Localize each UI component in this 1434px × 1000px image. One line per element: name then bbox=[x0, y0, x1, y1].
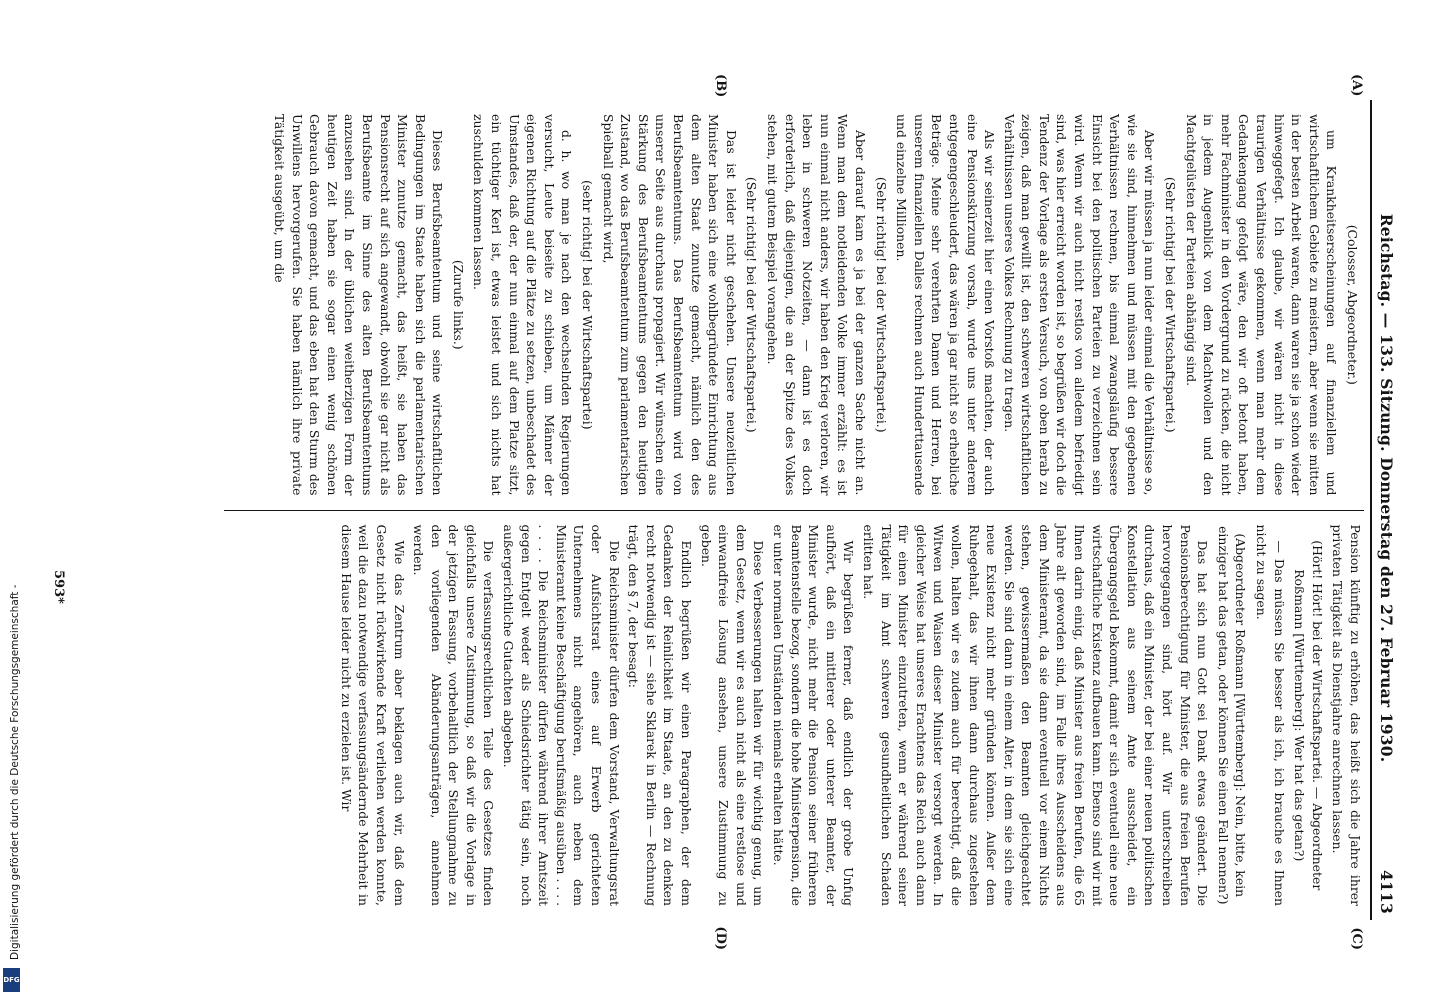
paragraph: (sehr richtig! bei der Wirtschaftspartei) bbox=[580, 179, 596, 430]
text-body bbox=[224, 74, 1364, 950]
paragraph: Pension künftig zu erhöhen, das heißt sich die Jahre ihrer privaten Tätigkeit als Dienstjahre anrechnen lassen. bbox=[1330, 524, 1363, 906]
margin-marker-d: (D) bbox=[713, 926, 728, 950]
paragraph: — Das müssen Sie besser als ich, ich brauche es Ihnen nicht zu sagen. bbox=[1254, 524, 1287, 906]
page-number: 4113 bbox=[1377, 870, 1396, 914]
paragraph: Wie das Zentrum aber beklagen auch wir, daß dem Gesetz nicht rückwirkende Kraft verliehen werden konnte, weil die dazu notwendige verfassungsändernde Mehrheit in diesem Hause leider nicht zu erzielen ist. Wir bbox=[338, 524, 407, 906]
paragraph: Wir begrüßen ferner, daß endlich der grobe Unfug aufhört, daß ein mittlerer oder unterer Beamter, der Minister wurde, nicht mehr die Pension seiner früheren Beamtenstelle bezog, sondern die hohe Ministerpension, die er unter normalen Umständen niemals erhalten hätte. bbox=[771, 524, 857, 906]
paragraph: Dieses Berufsbeamtentum und seine wirtschaftlichen Bedingungen im Staate haben sich die parlamentarischen Minister zunutze gemacht, das heißt, sie haben das Pensionsrecht auf sich angewandt, obwohl sie gar nicht als Berufsbeamte im Sinne des alten Berufsbeamtentums anzusehen sind. In der üblichen weitherzigen Form der heutigen Zeit haben sie sogar einen wenig schönen Gebrauch davon gemacht, und das eben hat den Sturm des Unwillens hervorgerufen. Sie haben nämlich ihre private Tätigkeit ausgeübt, um die bbox=[271, 114, 446, 496]
digitization-credit: Digitalisierung gefördert durch die Deutsche Forschungsgemeinschaft - bbox=[9, 584, 21, 960]
paragraph: um Krankheitserscheinungen auf finanziellem und wirtschaftlichem Gebiete zu meistern, aber wenn sie mitten in der besten Arbeit waren, dann waren sie ja schon wieder hinweggefegt. Ich glaube, wir wären nicht in diese traurigen Verhältnisse gekommen, wenn man mehr dem Gedankengang gefolgt wäre, den wir oft betont haben, mehr Fachminister in den Vordergrund zu rücken, die nicht in jedem Augenblick von dem Machtwollen und den Machtgelüsten der Parteien abhängig sind. bbox=[1183, 114, 1340, 496]
paragraph: Aber darauf kam es ja bei der ganzen Sache nicht an. Wenn man dem notleidenden Volke immer erzählt: es ist nun einmal nicht anders, wir haben den Krieg verloren, wir leben in schweren Notzeiten, — dann ist es doch erforderlich, daß diejenigen, die an der Spitze des Volkes stehen, mit gutem Beispiel vorangehen. bbox=[765, 114, 868, 496]
paragraph: (Zurufe links.) bbox=[450, 259, 466, 350]
paragraph: Die verfassungsrechtlichen Teile des Gesetzes finden gleichfalls unsere Zustimmung, so daß wir die Vorlage in der jetzigen Fassung, vorbehaltlich der Stellungnahme zu den vorliegenden Abänderungsanträgen, annehmen werden. bbox=[411, 524, 497, 906]
paragraph: Das hat sich nun Gott sei Dank etwas geändert. Die Pensionsberechtigung für Minister, die aus freien Berufen hervorgegangen sind, hört auf. Wir unterschreiben durchaus, daß ein Minister, der bei einer neuen politischen Konstellation aus seinem Amte ausscheidet, ein Übergangsgeld bekommt, damit er sich eventuell eine neue wirtschaftliche Existenz aufbauen kann. Ebenso sind wir mit Ihnen darin einig, daß Minister aus freien Berufen, die 65 Jahre alt geworden sind, im Falle ihres Ausscheidens aus dem Ministeramt, da sie dann eventuell vor einem Nichts stehen, gewissermaßen den Beamten gleichgeachtet werden. Sie sind dann in einem Alter, in dem sie sich eine neue Existenz nicht mehr gründen können. Außer dem Ruhegehalt, das wir ihnen dann durchaus zugestehen wollen, halten wir es zudem auch für berechtigt, daß die Witwen und Waisen dieser Minister versorgt werden. In gleicher Weise hat unseres Erachtens das Reich auch dann für einen Minister einzutreten, wenn er während seiner Tätigkeit im Amt schweren gesundheitlichen Schaden erlitten hat. bbox=[860, 524, 1211, 907]
margin-marker-a: (A) bbox=[1349, 74, 1364, 97]
paragraph: Als wir seinerzeit hier einen Vorstoß machten, der auch eine Pensionskürzung vorsah, wurde uns unter anderem entgegengeschleudert, das wären ja gar nicht so erhebliche Beträge. Meine sehr verehrten Damen und Herren, bei unserem finanziellen Dalles rechnen auch Hunderttausende und einzelne Millionen. bbox=[894, 114, 998, 496]
right-column bbox=[224, 511, 1364, 921]
paragraph: (Colosser, Abgeordneter.) bbox=[1345, 224, 1360, 385]
paragraph: d. h. wo man je nach den wechselnden Regierungen versucht, Leute beiseite zu schieben, um Männer der eigenen Richtung auf die Plätze zu setzen, unbeschadet des Umstandes, daß der, der nun einmal auf dem Platze sitzt, ein tüchtiger Kerl ist, etwas leistet und sich nichts hat zuschulden kommen lassen. bbox=[471, 114, 575, 496]
margin-marker-c: (C) bbox=[1349, 927, 1364, 950]
printer-signature: 593* bbox=[51, 570, 66, 604]
page-header bbox=[1370, 100, 1396, 920]
paragraph: Das ist leider nicht geschehen. Unsere neuzeitlichen Minister haben sich eine wohlbegründete Einrichtung aus dem alten Staat zunutze gemacht, nämlich den des Berufsbeamtentums. Das Berufsbeamtentum wird von unserer Seite aus durchaus propagiert. Wir wünschen eine Stärkung des Berufsbeamtentums gegen den heutigen Zustand, wo das Berufsbeamtentum zum parlamentarischen Spielball gemacht wird, bbox=[600, 114, 739, 496]
margin-marker-b: (B) bbox=[713, 74, 728, 98]
paragraph: Die Reichsminister dürfen dem Vorstand, Verwaltungsrat oder Aufsichtsrat eines auf Erwerb gerichteten Unternehmens nicht angehören, auch neben dem Ministeramt keine Beschäftigung berufsmäßig ausüben . . . . . . . . Die Reichsminister dürfen während ihrer Amtszeit gegen Entgelt weder als Schiedsrichter tätig sein, noch außergerichtliche Gutachten abgeben. bbox=[501, 524, 622, 907]
paragraph: (Sehr richtig! bei der Wirtschaftspartei.) bbox=[1163, 176, 1179, 433]
paragraph: Aber wir müssen ja nun leider einmal die Verhältnisse so, wie sie sind, hinnehmen und müssen mit den gegebenen Verhältnissen rechnen, bis einmal zwangsläufig bessere Einsicht bei den politischen Parteien zu verzeichnen sein wird. Wenn wir auch nicht restlos von alledem befriedigt sind, was hier erreicht worden ist, so begrüßen wir doch die Tendenz der Vorlage als ersten Versuch, von oben herab zu zeigen, daß man gewillt ist, den schweren wirtschaftlichen Verhältnissen unseres Volkes Rechnung zu tragen. bbox=[1001, 114, 1158, 496]
paragraph: (Sehr richtig! bei der Wirtschaftspartei.) bbox=[744, 176, 760, 433]
left-column bbox=[224, 100, 1364, 510]
running-title: Reichstag. — 133. Sitzung. Donnerstag den 27. Februar 1930. bbox=[1377, 213, 1396, 763]
dfg-logo-icon: DFG bbox=[3, 968, 20, 992]
paragraph: (Sehr richtig! bei der Wirtschaftspartei.) bbox=[873, 176, 889, 433]
paragraph: (Abgeordneter Roßmann [Württemberg]: Nein, bitte, kein einziger hat das getan, oder können Sie einen Fall nennen?) bbox=[1215, 526, 1249, 905]
paragraph: (Hört! Hört! bei der Wirtschaftspartei. — Abgeordneter Roßmann [Württemberg]: Wer hat das getan?) bbox=[1292, 540, 1325, 891]
paragraph: Endlich begrüßen wir einen Paragraphen, der dem Gedanken der Reinlichkeit im Staate, an den zu denken recht notwendig ist — siehe Sklarek in Berlin — Rechnung trägt, den § 7, der besagt: bbox=[626, 524, 695, 906]
paragraph: Diese Verbesserungen halten wir für wichtig genug, um dem Gesetz, wenn wir es auch nicht als eine restlose und einwandfreie Lösung ansehen, unsere Zustimmung zu geben. bbox=[698, 524, 767, 906]
